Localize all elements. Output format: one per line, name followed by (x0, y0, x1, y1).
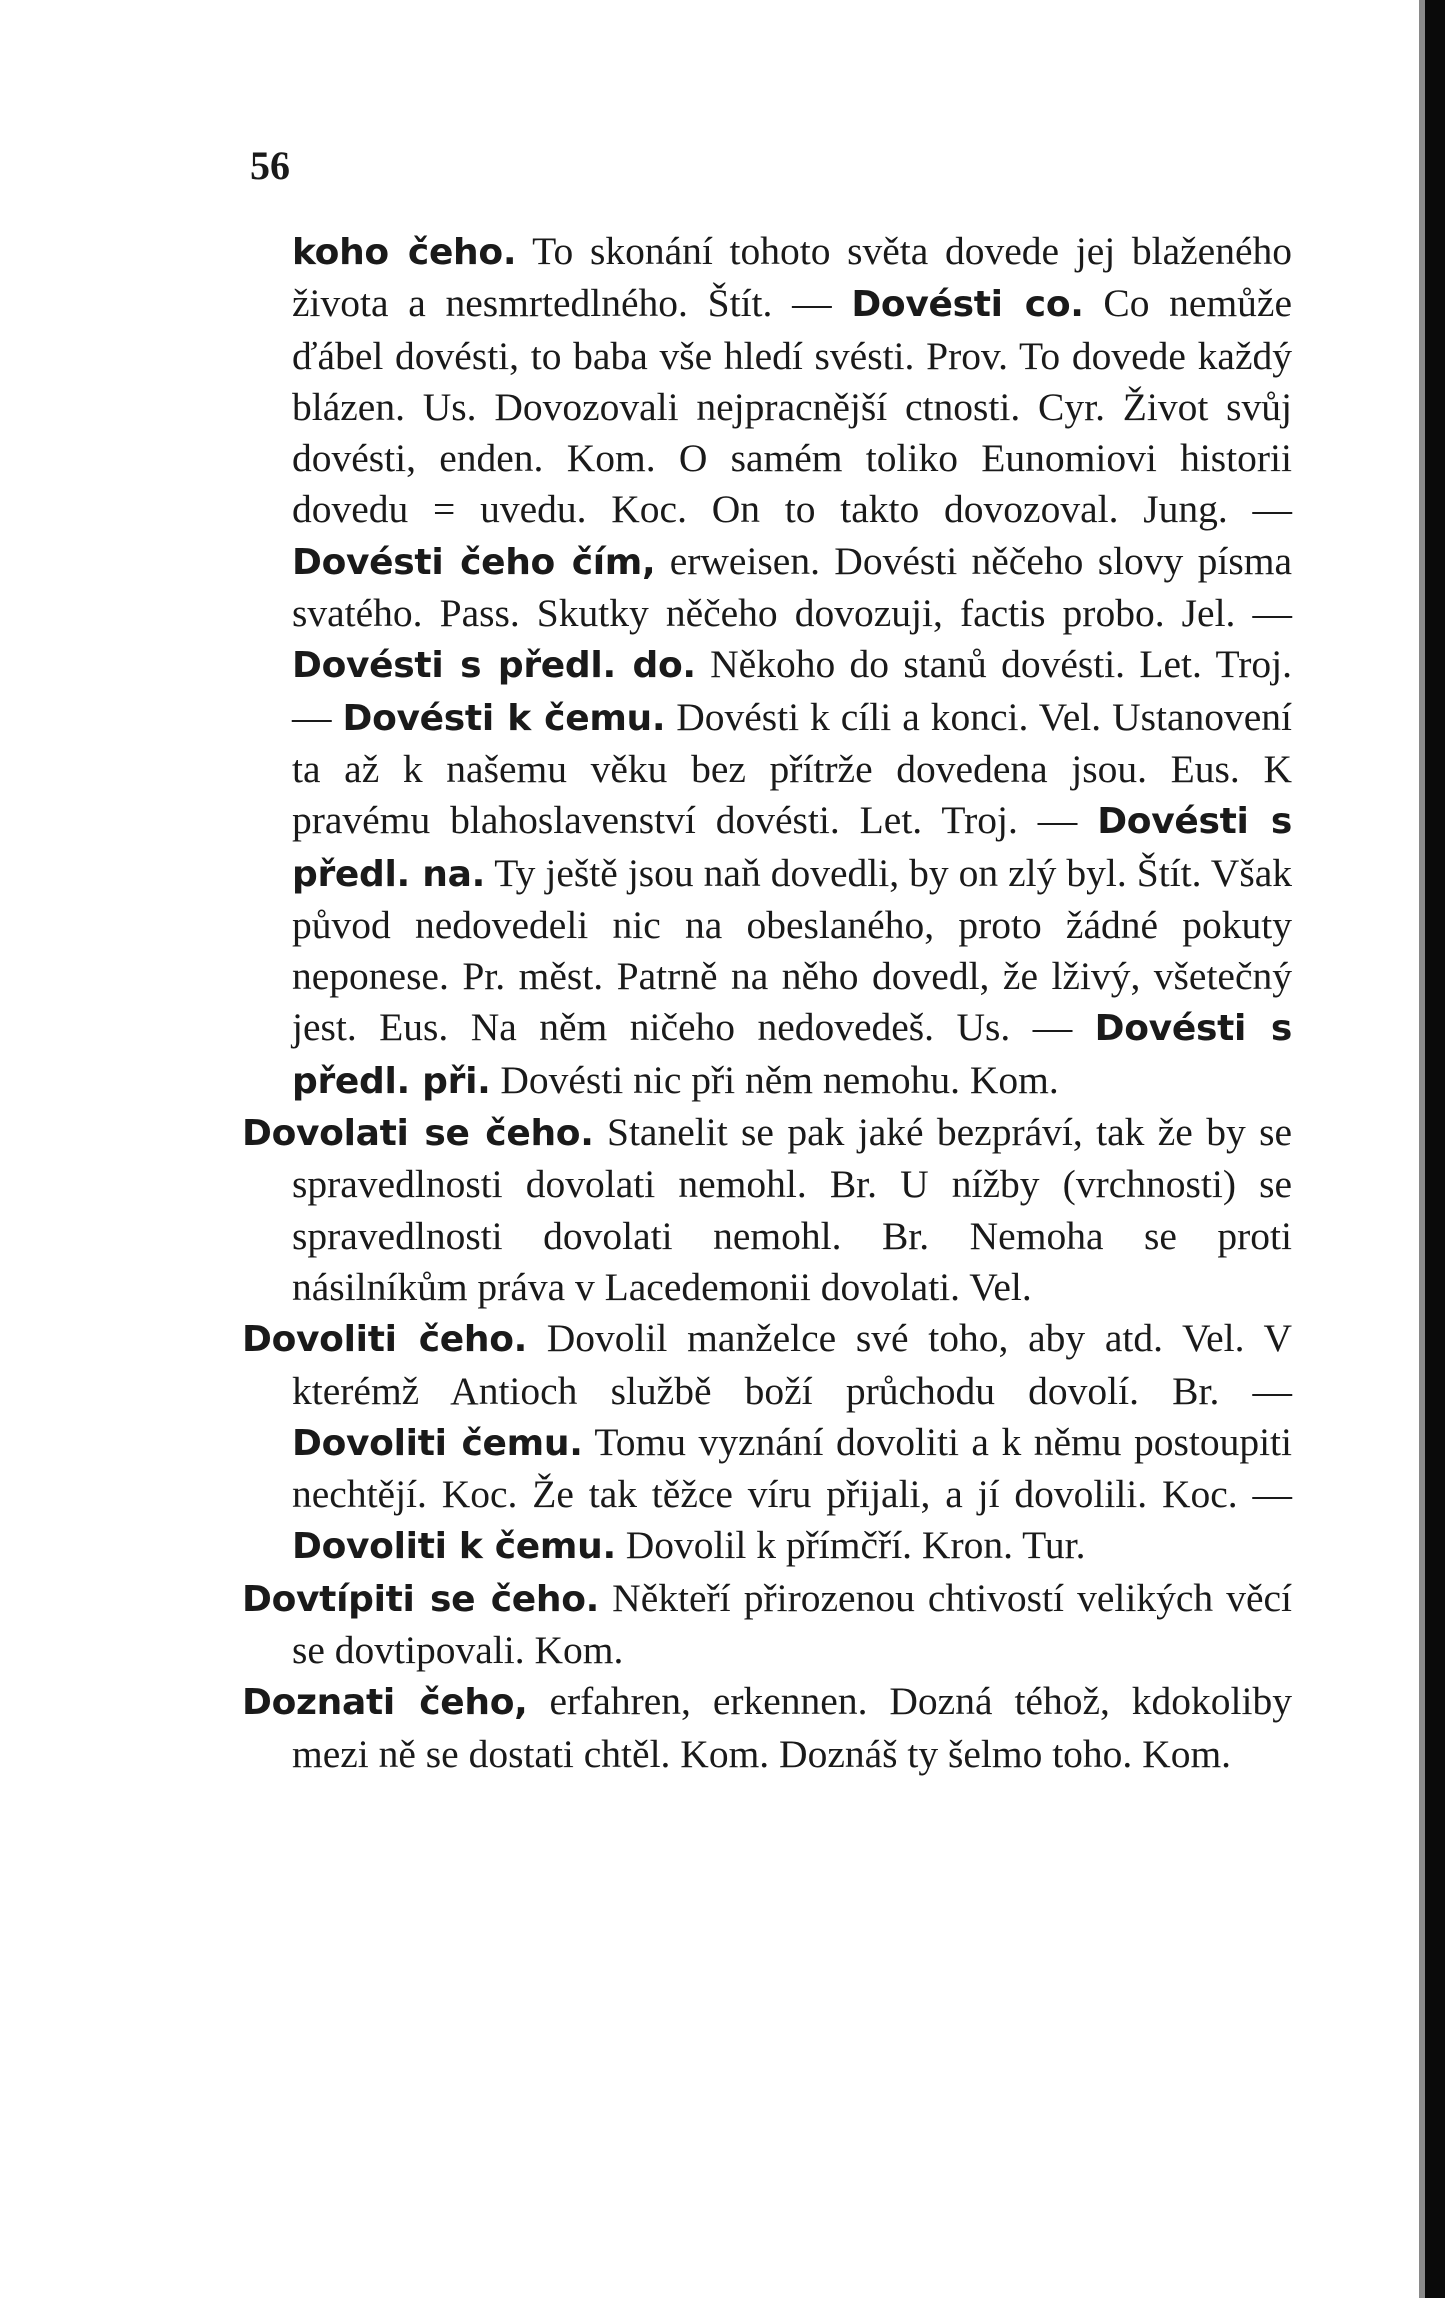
dictionary-entry (242, 1107, 1292, 1313)
headword: Doznati čeho, (242, 1682, 528, 1724)
entry-text: Ty ještě jsou naň dovedli, by on zlý byl. Štít. Však původ nedovedeli nic na obeslaného, proto žádné pokuty neponese. Pr. měst. Patrně na něho dovedl, že lživý, všetečný jest. Eus. Na něm ničeho nedovedeš. Us. — (292, 850, 1292, 1050)
dictionary-entry (242, 1313, 1292, 1572)
headword: Dovoliti k čemu. (292, 1526, 616, 1568)
entry-text: erweisen. Dovésti něčeho slovy písma svatého. Pass. Skutky něčeho dovozuji, factis probo. Jel. — (292, 538, 1292, 636)
dictionary-text (242, 226, 1292, 1780)
headword: Dovésti co. (851, 284, 1084, 326)
page-edge (1425, 0, 1445, 2298)
page-number: 56 (250, 143, 290, 188)
dictionary-entry (242, 1676, 1292, 1780)
entry-text: Dovésti k cíli a konci. Vel. Ustanovení ta až k našemu věku bez přítrže dovedena jsou. Eus. K pravému blahoslavenství dovésti. Let. Troj. — (292, 694, 1292, 843)
headword: Dovtípiti se čeho. (242, 1578, 600, 1620)
entry-text: Stanelit se pak jaké bezpráví, tak že by se spravedlnosti dovolati nemohl. Br. U nížby (vrchnosti) se spravedlnosti dovolati nemohl. Br. Nemoha se proti násilníkům práva v Lacedemonii dovolati. Vel. (292, 1110, 1292, 1309)
headword: koho čeho. (292, 232, 517, 273)
entry-text: Dovolil k přímčří. Kron. Tur. (615, 1523, 1086, 1568)
entry-text: erfahren, erkennen. Dozná téhož, kdokoliby mezi ně se dostati chtěl. Kom. Doznáš ty šelmo toho. Kom. (292, 1679, 1292, 1776)
entry-text: Tomu vyznání dovoliti a k němu postoupiti nechtějí. Koc. Že tak těžce víru přijali, a jí dovolili. Koc. — (292, 1419, 1293, 1517)
entry-text: Někoho do stanů dovésti. Let. Troj. — (292, 642, 1293, 739)
entry-continuation (242, 226, 1292, 1107)
dictionary-entry (242, 1573, 1292, 1677)
entry-text: Dovolil manželce své toho, aby atd. Vel. V kterémž Antioch službě boží průchodu dovolí. Br. — (292, 1316, 1292, 1413)
headword: Dovolati se čeho. (242, 1113, 594, 1155)
headword: Dovoliti čemu. (292, 1422, 583, 1464)
headword: Dovésti s předl. při. (292, 1008, 1292, 1102)
headword: Dovoliti čeho. (242, 1319, 527, 1361)
entry-text: Co nemůže ďábel dovésti, to baba vše hledí svésti. Prov. To dovede každý blázen. Us. Dovozovali nejpracnější ctnosti. Cyr. Život svůj dovésti, enden. Kom. O samém toliko Eunomiovi historii dovedu = uvedu. Koc. On to takto dovozoval. Jung. — (292, 281, 1292, 532)
headword: Dovésti s předl. na. (292, 801, 1292, 895)
headword: Dovésti k čemu. (342, 697, 666, 739)
entry-text: Dovésti nic při něm nemohu. Kom. (490, 1057, 1059, 1102)
entry-text: To skonání tohoto světa dovede jej blaženého života a nesmrtedlného. Štít. — (292, 229, 1292, 326)
headword: Dovésti čeho čím, (292, 541, 656, 583)
headword: Dovésti s předl. do. (292, 645, 696, 687)
entry-text: Někteří přirozenou chtivostí velikých věcí se dovtipovali. Kom. (292, 1575, 1292, 1673)
